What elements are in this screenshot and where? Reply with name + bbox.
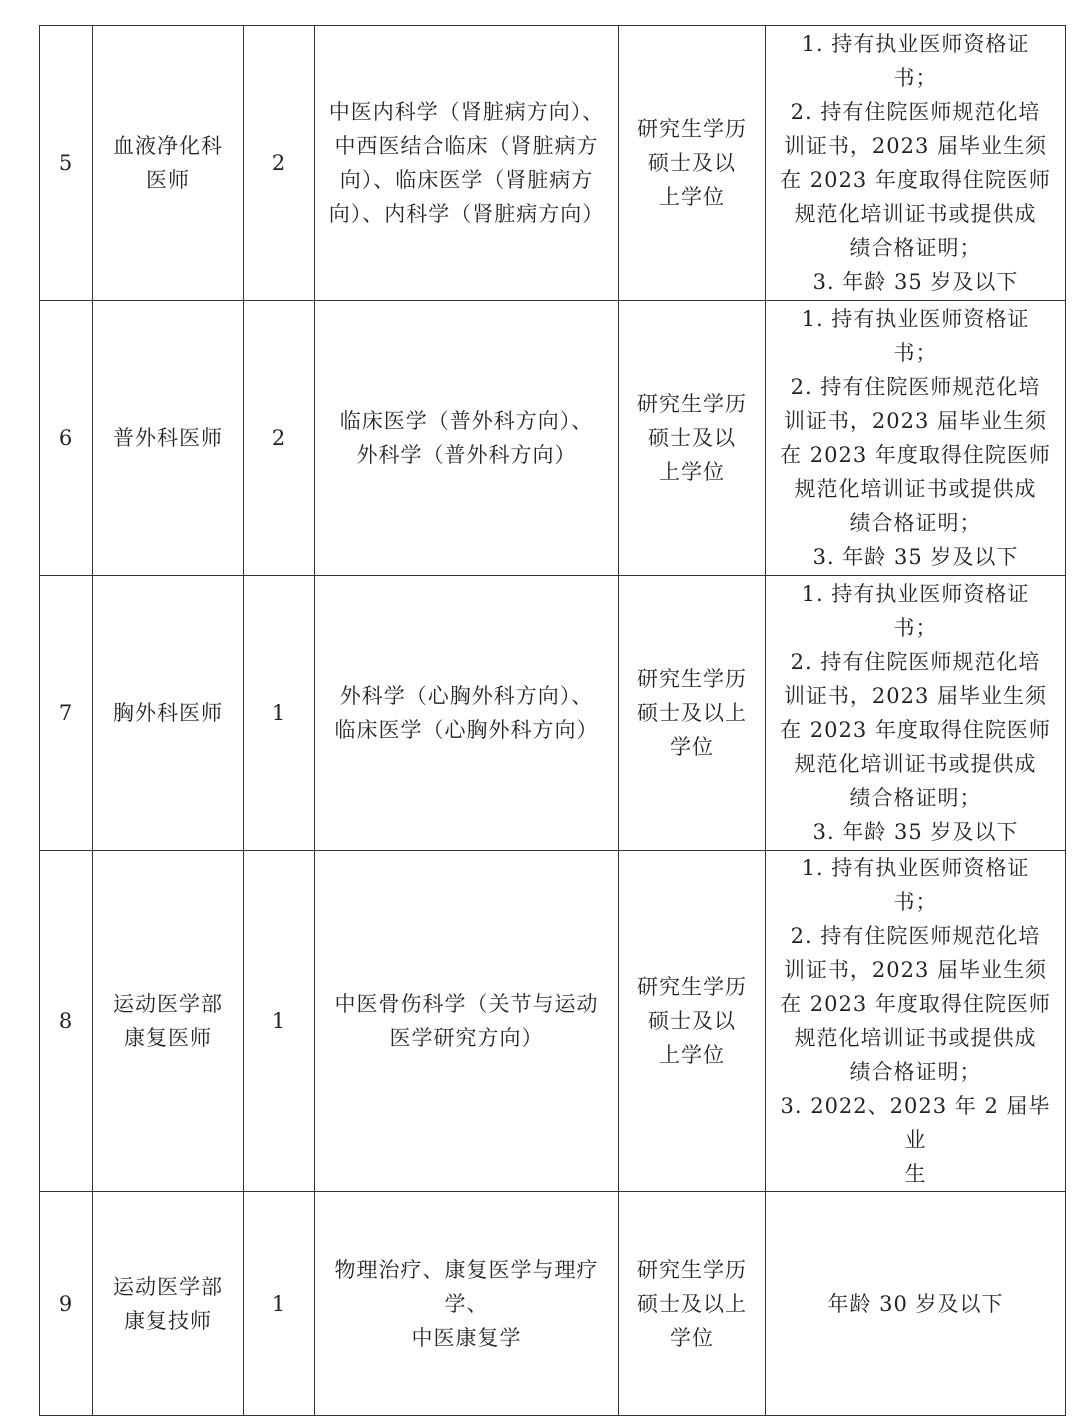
major-cell	[315, 26, 619, 301]
education-line: 学位	[670, 1325, 714, 1350]
requirement-line: 绩合格证明；	[849, 236, 982, 260]
headcount-cell: 2	[244, 301, 315, 576]
major-line: 中医骨伤科学（关节与运动	[334, 992, 599, 1016]
major-line: 学、	[444, 1291, 489, 1316]
requirement-line: 训证书，2023 届毕业生须	[783, 134, 1048, 158]
major-line: 外科学（心胸外科方向）、	[339, 684, 594, 708]
requirement-line: 书；	[893, 341, 938, 365]
education-line: 学位	[670, 735, 714, 759]
education-line: 上学位	[659, 185, 725, 209]
table-row	[40, 851, 1066, 1192]
requirement-line: 2. 持有住院医师规范化培	[790, 924, 1041, 948]
education-line: 硕士及以	[648, 426, 736, 450]
requirement-line: 绩合格证明；	[849, 1060, 982, 1084]
table-row	[40, 26, 1066, 301]
major-line: 临床医学（心胸外科方向）	[334, 718, 599, 742]
table-row	[40, 301, 1066, 576]
requirement-line: 规范化培训证书或提供成	[794, 752, 1037, 776]
position-title-line: 医师	[146, 168, 190, 192]
requirement-line: 1. 持有执业医师资格证	[801, 32, 1030, 56]
requirement-line: 在 2023 年度取得住院医师	[780, 168, 1051, 192]
education-line: 研究生学历	[637, 975, 747, 999]
table-row	[40, 1192, 1066, 1416]
table-row	[40, 576, 1066, 851]
requirements-cell	[766, 1192, 1066, 1416]
headcount-cell: 2	[244, 26, 315, 301]
seq-cell: 8	[40, 851, 93, 1192]
requirement-line: 2. 持有住院医师规范化培	[790, 650, 1041, 674]
requirement-line: 3. 年龄 35 岁及以下	[812, 820, 1019, 844]
major-line: 中医内科学（肾脏病方向）、	[328, 100, 605, 124]
seq-cell: 6	[40, 301, 93, 576]
requirement-line: 在 2023 年度取得住院医师	[780, 443, 1051, 467]
requirement-line: 2. 持有住院医师规范化培	[790, 375, 1041, 399]
major-cell	[315, 851, 619, 1192]
education-line: 硕士及以	[648, 151, 736, 175]
education-line: 研究生学历	[637, 392, 747, 416]
requirement-line: 3. 年龄 35 岁及以下	[812, 270, 1019, 294]
major-line: 物理治疗、康复医学与理疗	[334, 1257, 599, 1282]
education-cell	[619, 1192, 766, 1416]
requirement-line: 训证书，2023 届毕业生须	[783, 958, 1048, 982]
requirement-line: 书；	[893, 616, 938, 640]
position-title-line: 运动医学部	[113, 992, 223, 1016]
major-line: 外科学（普外科方向）	[356, 443, 577, 467]
major-line: 医学研究方向）	[389, 1026, 544, 1050]
education-cell	[619, 851, 766, 1192]
seq-cell: 5	[40, 26, 93, 301]
position-title-line: 康复技师	[124, 1308, 212, 1333]
position-title-cell	[93, 851, 244, 1192]
education-line: 研究生学历	[637, 667, 747, 691]
requirement-line: 训证书，2023 届毕业生须	[783, 684, 1048, 708]
major-line: 中西医结合临床（肾脏病方	[334, 134, 599, 158]
education-line: 上学位	[659, 1043, 725, 1067]
headcount-cell: 1	[244, 1192, 315, 1416]
position-title-line: 康复医师	[124, 1026, 212, 1050]
major-line: 临床医学（普外科方向）、	[339, 409, 594, 433]
requirement-line: 规范化培训证书或提供成	[794, 477, 1037, 501]
major-cell	[315, 1192, 619, 1416]
requirement-line: 在 2023 年度取得住院医师	[780, 718, 1051, 742]
position-title-line: 运动医学部	[113, 1274, 223, 1299]
requirement-line: 生	[904, 1162, 927, 1186]
requirement-line: 3. 2022、2023 年 2 届毕业	[780, 1094, 1051, 1152]
recruitment-table	[39, 25, 1066, 1416]
seq-cell: 9	[40, 1192, 93, 1416]
requirement-line: 规范化培训证书或提供成	[794, 1026, 1037, 1050]
position-title-line: 普外科医师	[113, 426, 223, 450]
major-cell	[315, 576, 619, 851]
position-title-cell	[93, 301, 244, 576]
requirement-line: 年龄 30 岁及以下	[827, 1291, 1004, 1316]
headcount-cell: 1	[244, 851, 315, 1192]
education-line: 上学位	[659, 460, 725, 484]
requirements-cell	[766, 301, 1066, 576]
requirements-cell	[766, 26, 1066, 301]
education-line: 硕士及以上	[637, 1291, 747, 1316]
requirement-line: 1. 持有执业医师资格证	[801, 307, 1030, 331]
position-title-cell	[93, 26, 244, 301]
headcount-cell: 1	[244, 576, 315, 851]
education-cell	[619, 576, 766, 851]
position-title-cell	[93, 1192, 244, 1416]
position-title-line: 血液净化科	[113, 134, 223, 158]
requirement-line: 在 2023 年度取得住院医师	[780, 992, 1051, 1016]
position-title-cell	[93, 576, 244, 851]
requirements-cell	[766, 851, 1066, 1192]
education-line: 硕士及以上	[637, 701, 747, 725]
requirement-line: 3. 年龄 35 岁及以下	[812, 545, 1019, 569]
requirement-line: 2. 持有住院医师规范化培	[790, 100, 1041, 124]
major-cell	[315, 301, 619, 576]
requirement-line: 1. 持有执业医师资格证	[801, 856, 1030, 880]
education-cell	[619, 26, 766, 301]
education-line: 研究生学历	[637, 117, 747, 141]
requirement-line: 1. 持有执业医师资格证	[801, 582, 1030, 606]
requirement-line: 训证书，2023 届毕业生须	[783, 409, 1048, 433]
major-line: 中医康复学	[411, 1325, 522, 1350]
requirement-line: 书；	[893, 66, 938, 90]
education-cell	[619, 301, 766, 576]
position-title-line: 胸外科医师	[113, 701, 223, 725]
major-line: 向）、临床医学（肾脏病方	[339, 168, 594, 192]
requirements-cell	[766, 576, 1066, 851]
requirement-line: 规范化培训证书或提供成	[794, 202, 1037, 226]
major-line: 向）、内科学（肾脏病方向）	[328, 202, 605, 226]
seq-cell: 7	[40, 576, 93, 851]
education-line: 硕士及以	[648, 1009, 736, 1033]
requirement-line: 书；	[893, 890, 938, 914]
requirement-line: 绩合格证明；	[849, 786, 982, 810]
requirement-line: 绩合格证明；	[849, 511, 982, 535]
education-line: 研究生学历	[637, 1257, 747, 1282]
